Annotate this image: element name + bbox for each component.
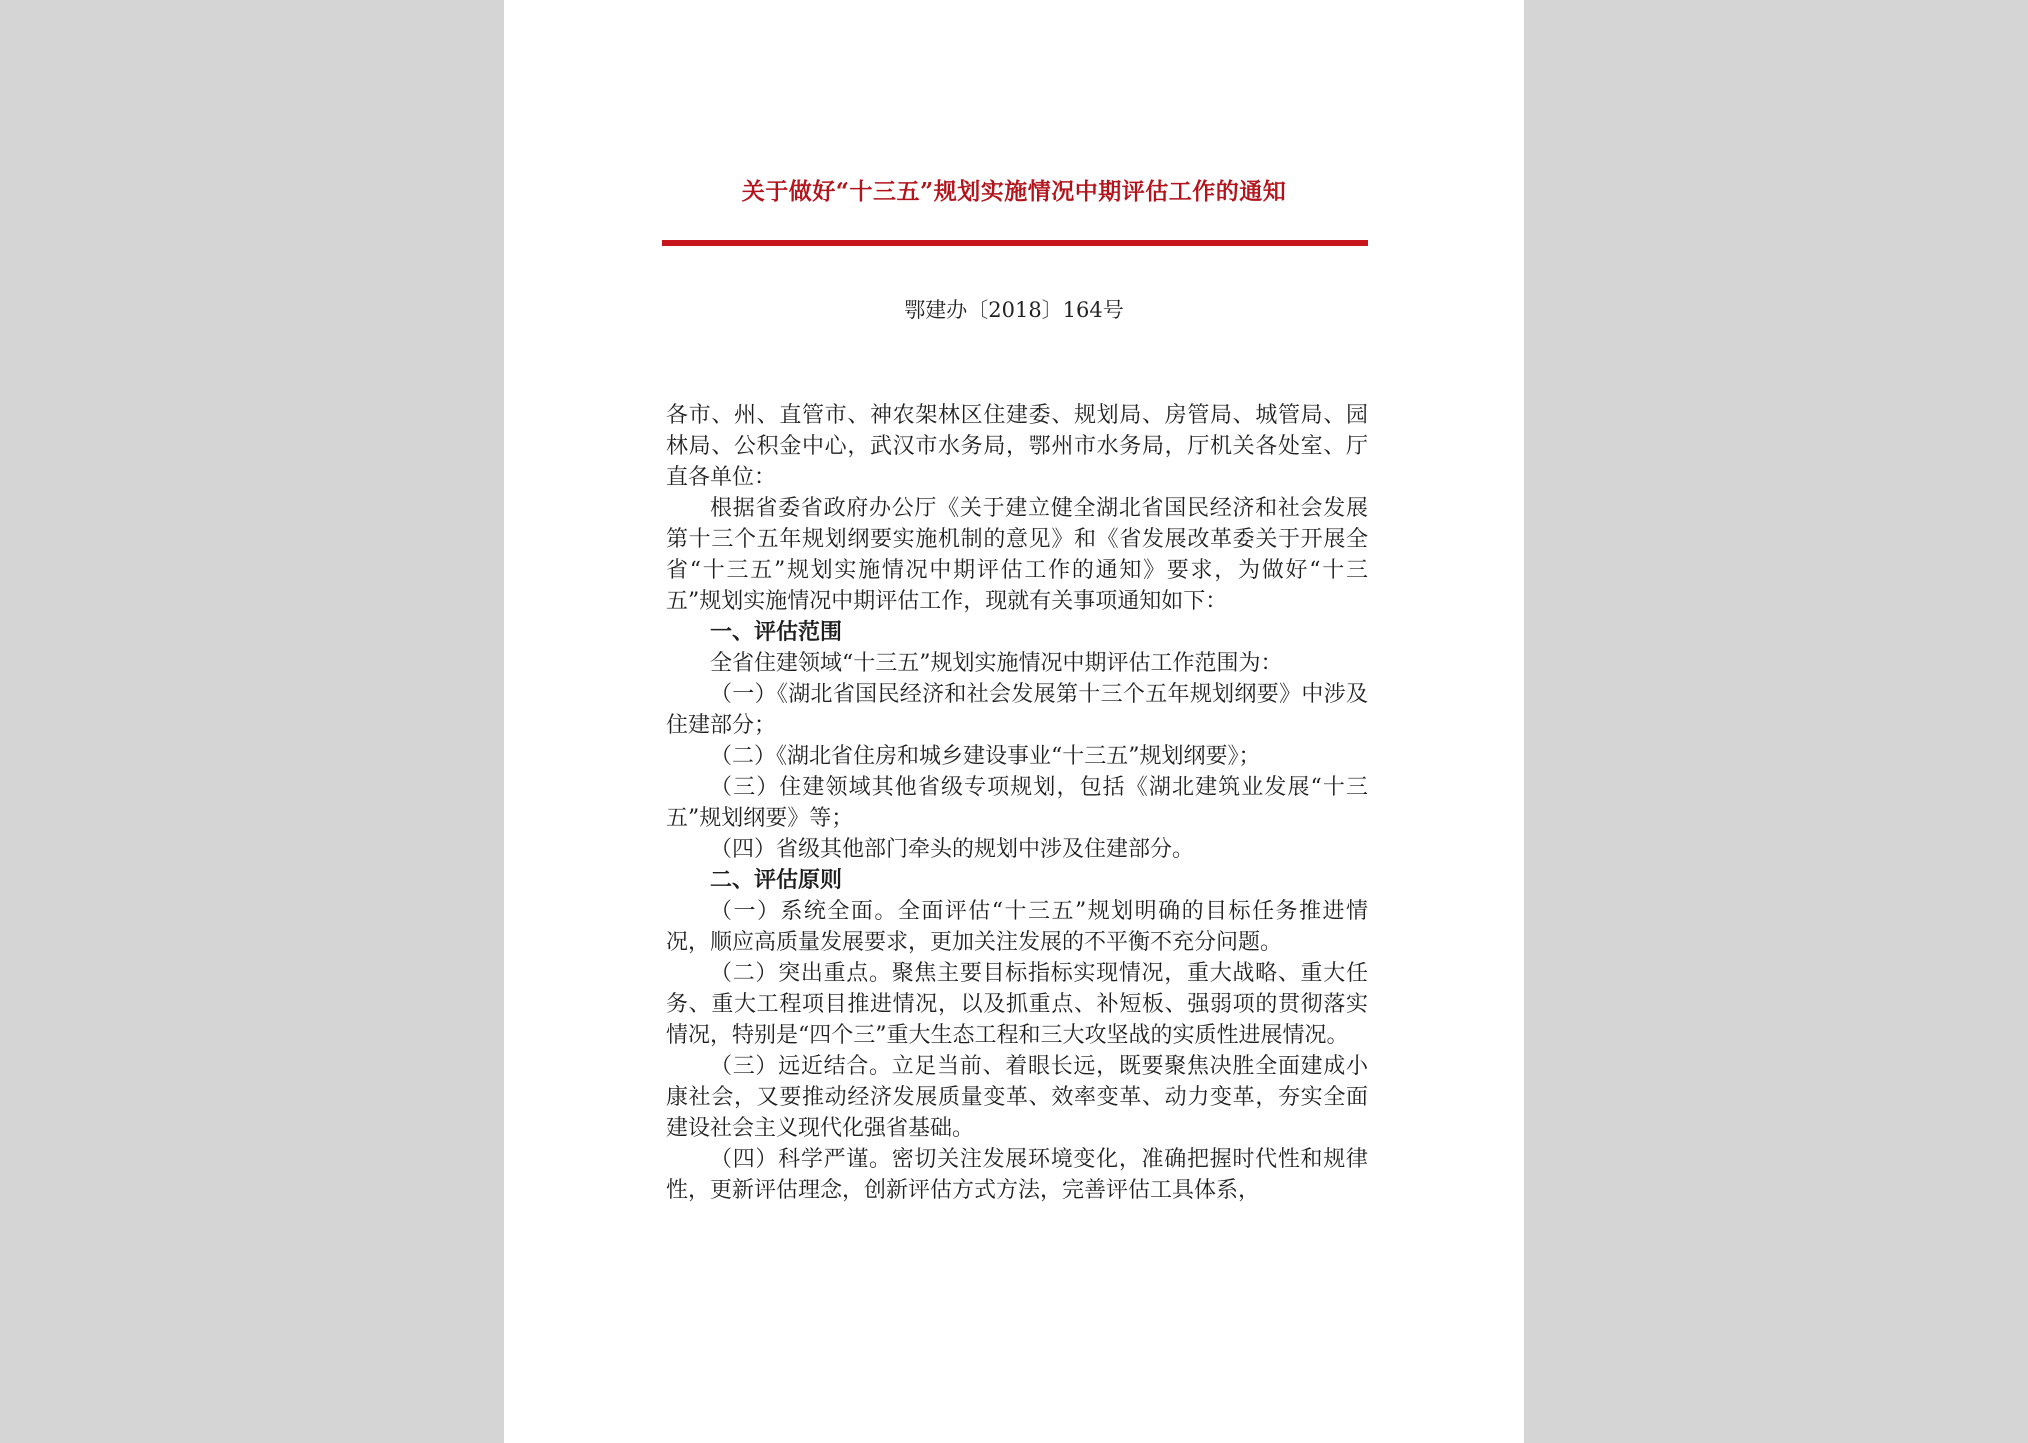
- body-paragraph: （一）《湖北省国民经济和社会发展第十三个五年规划纲要》中涉及住建部分；: [666, 682, 1368, 738]
- document-body: [666, 400, 1368, 1206]
- section-heading: 二、评估原则: [710, 867, 843, 893]
- section-heading: 一、评估范围: [710, 619, 843, 645]
- document-number: 鄂建办〔2018〕164号: [904, 298, 1124, 322]
- body-paragraph: （四）科学严谨。密切关注发展环境变化，准确把握时代性和规律性，更新评估理念，创新评估方式方法，完善评估工具体系，: [666, 1147, 1368, 1203]
- red-header-rule: [662, 240, 1368, 246]
- body-paragraph: （三）住建领域其他省级专项规划，包括《湖北建筑业发展“十三五”规划纲要》等；: [666, 775, 1368, 831]
- body-paragraph: （一）系统全面。全面评估“十三五”规划明确的目标任务推进情况，顺应高质量发展要求，更加关注发展的不平衡不充分问题。: [666, 899, 1368, 955]
- document-page: [504, 0, 1524, 1443]
- body-paragraph: （四）省级其他部门牵头的规划中涉及住建部分。: [710, 837, 1195, 862]
- body-paragraph: （二）《湖北省住房和城乡建设事业“十三五”规划纲要》；: [710, 744, 1261, 769]
- body-paragraph: 各市、州、直管市、神农架林区住建委、规划局、房管局、城管局、园林局、公积金中心，武汉市水务局，鄂州市水务局，厅机关各处室、厅直各单位：: [666, 403, 1368, 490]
- body-paragraph: 全省住建领域“十三五”规划实施情况中期评估工作范围为：: [710, 651, 1283, 676]
- body-paragraph: （三）远近结合。立足当前、着眼长远，既要聚焦决胜全面建成小康社会，又要推动经济发展质量变革、效率变革、动力变革，夯实全面建设社会主义现代化强省基础。: [666, 1054, 1368, 1141]
- document-title: 关于做好“十三五”规划实施情况中期评估工作的通知: [741, 178, 1287, 205]
- body-paragraph: （二）突出重点。聚焦主要目标指标实现情况，重大战略、重大任务、重大工程项目推进情况，以及抓重点、补短板、强弱项的贯彻落实情况，特别是“四个三”重大生态工程和三大攻坚战的实质性进展情况。: [666, 961, 1368, 1048]
- body-paragraph: 根据省委省政府办公厅《关于建立健全湖北省国民经济和社会发展第十三个五年规划纲要实施机制的意见》和《省发展改革委关于开展全省“十三五”规划实施情况中期评估工作的通知》要求，为做好“十三五”规划实施情况中期评估工作，现就有关事项通知如下：: [666, 496, 1368, 614]
